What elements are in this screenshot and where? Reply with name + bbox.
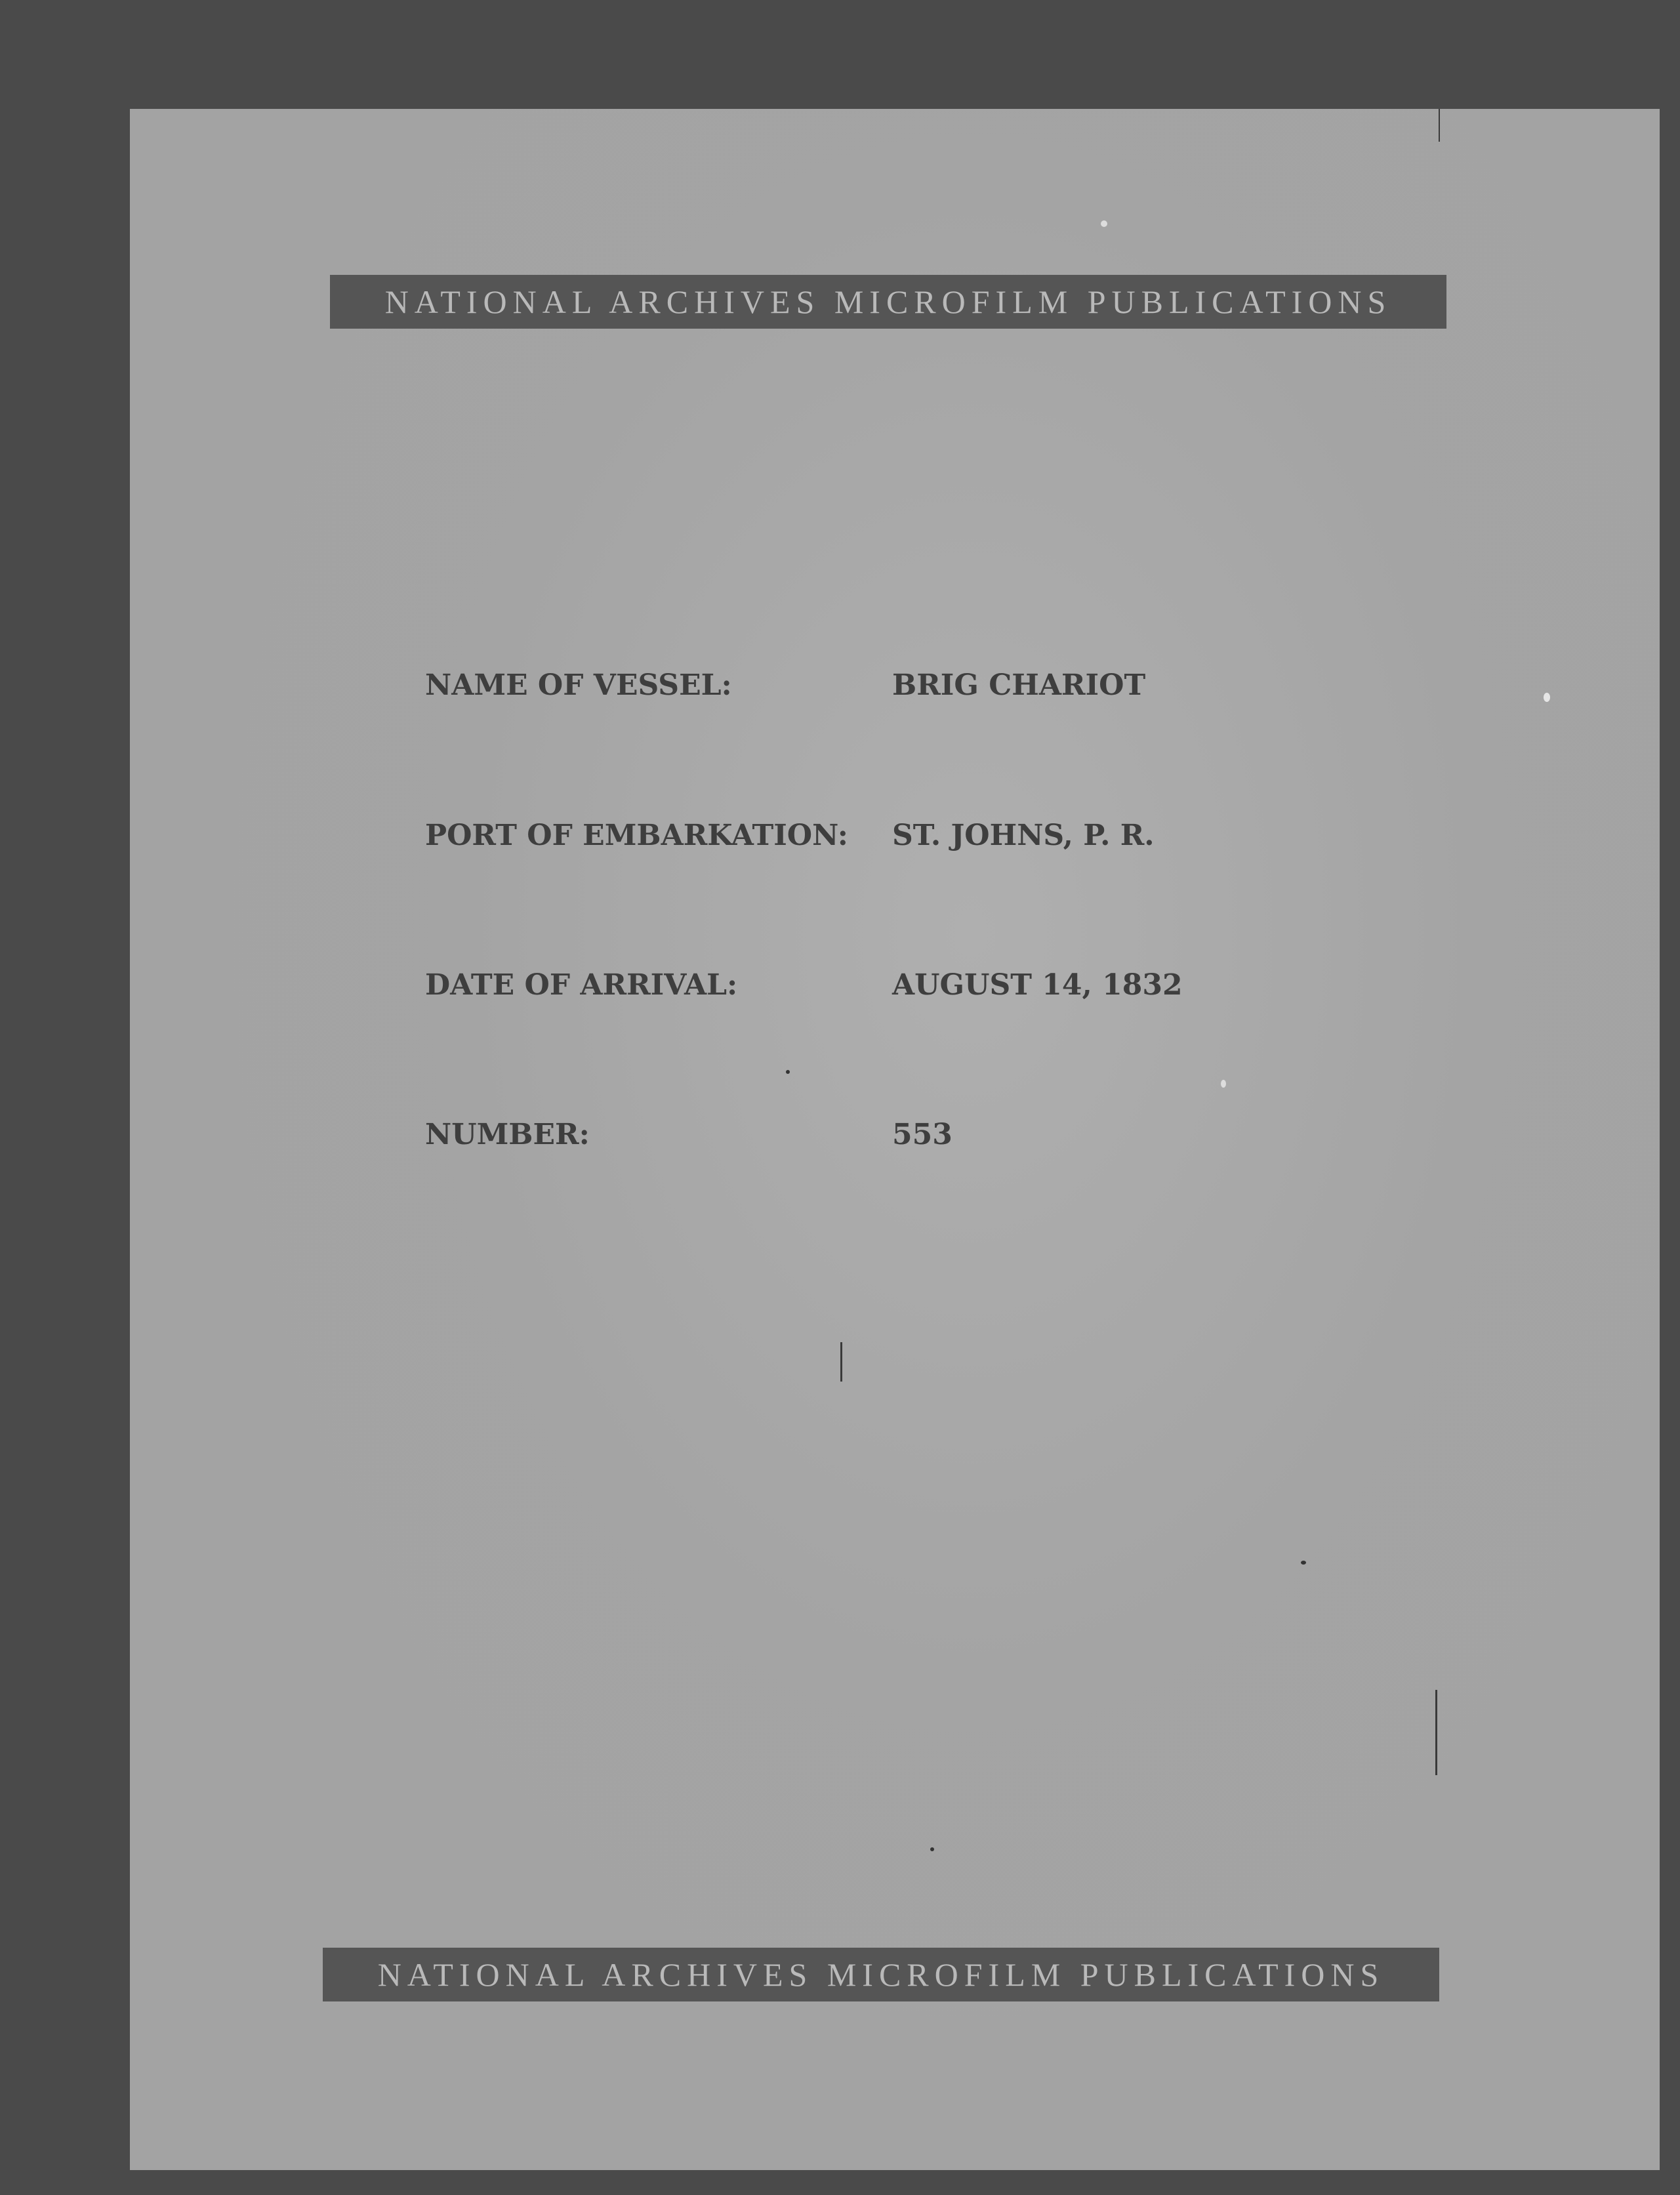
- field-label-port: PORT OF EMBARKATION:: [425, 819, 849, 852]
- film-scratch: [1435, 1690, 1437, 1775]
- field-row-date: [425, 968, 1343, 1014]
- field-row-port: [425, 819, 1343, 865]
- film-speck: [1301, 1561, 1306, 1565]
- field-row-vessel: [425, 668, 1343, 714]
- field-label-vessel: NAME OF VESSEL:: [425, 668, 732, 702]
- microfilm-target-card: [130, 109, 1660, 2170]
- film-speck: [930, 1847, 934, 1851]
- footer-banner: [323, 1948, 1439, 2001]
- film-speck: [1221, 1080, 1226, 1088]
- footer-banner-text: NATIONAL ARCHIVES MICROFILM PUBLICATIONS: [377, 1956, 1385, 1993]
- header-banner-text: NATIONAL ARCHIVES MICROFILM PUBLICATIONS: [384, 283, 1392, 320]
- field-value-vessel: BRIG CHARIOT: [892, 668, 1146, 702]
- field-value-number: 553: [892, 1118, 953, 1151]
- film-speck: [1544, 693, 1550, 702]
- field-row-number: [425, 1118, 1343, 1164]
- film-speck: [1101, 220, 1107, 227]
- film-scratch: [1439, 109, 1440, 142]
- film-speck: [786, 1070, 790, 1074]
- field-value-date: AUGUST 14, 1832: [892, 968, 1183, 1002]
- field-label-number: NUMBER:: [425, 1118, 590, 1151]
- header-banner: [330, 275, 1446, 329]
- film-scratch: [840, 1342, 842, 1382]
- field-label-date: DATE OF ARRIVAL:: [425, 968, 738, 1002]
- field-value-port: ST. JOHNS, P. R.: [892, 819, 1155, 852]
